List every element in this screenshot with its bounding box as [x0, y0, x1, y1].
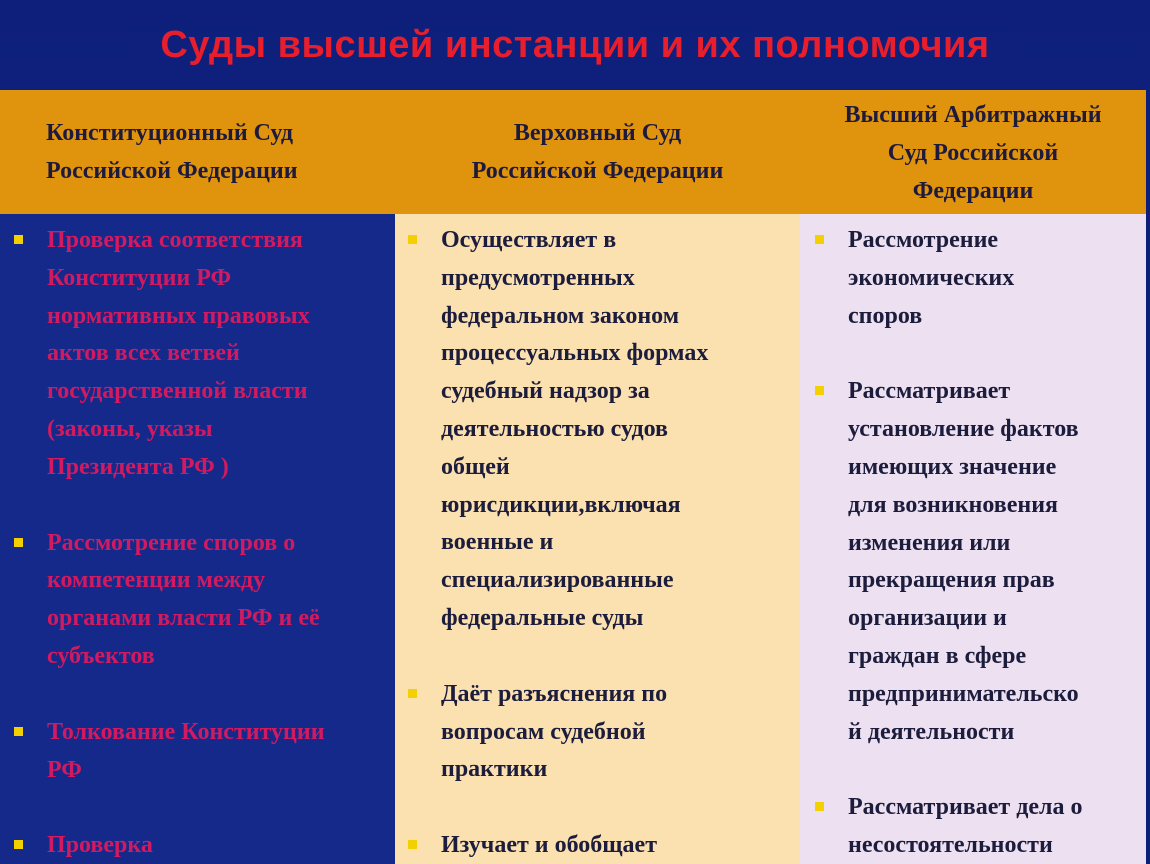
list-item: Рассматривает установление фактов имеющих значение для возникновения изменения или прекращения прав организации и граждан в сфере предпринимательско й деятельности — [848, 373, 1142, 751]
list-item: Проверка соответствия Конституции РФ нормативных правовых актов всех ветвей государственной власти (законы, указы Президента РФ ) — [47, 222, 387, 487]
header-supreme-court: Верховный Суд Российской Федерации — [471, 120, 724, 184]
column-supreme-court — [395, 214, 800, 864]
list-item: Толкование Конституции РФ — [47, 714, 387, 790]
list-item: Осуществляет в предусмотренных федеральном законом процессуальных формах судебный надзор за деятельностью судов общей юрисдикции,включая военные и специализированные федеральные суды — [441, 222, 792, 638]
list-item: Изучает и обобщает — [441, 827, 792, 864]
list-item: Даёт разъяснения по вопросам судебной практики — [441, 676, 792, 789]
header-constitutional-court: Конституционный Суд Российской Федерации — [46, 120, 298, 184]
right-border-strip — [1146, 90, 1150, 864]
list-item: Рассматривает дела о несостоятельности — [848, 789, 1142, 864]
header-arbitration-court: Высший Арбитражный Суд Российской Федерации — [844, 102, 1102, 204]
column-arbitration-court — [800, 214, 1146, 864]
column-constitutional-court — [0, 214, 395, 864]
slide-title: Суды высшей инстанции и их полномочия — [160, 23, 990, 66]
list-item: Рассмотрение экономических споров — [848, 222, 1142, 335]
list-item: Рассмотрение споров о компетенции между органами власти РФ и её субъектов — [47, 525, 387, 676]
table-header — [0, 90, 1150, 214]
list-item: Проверка — [47, 827, 387, 864]
